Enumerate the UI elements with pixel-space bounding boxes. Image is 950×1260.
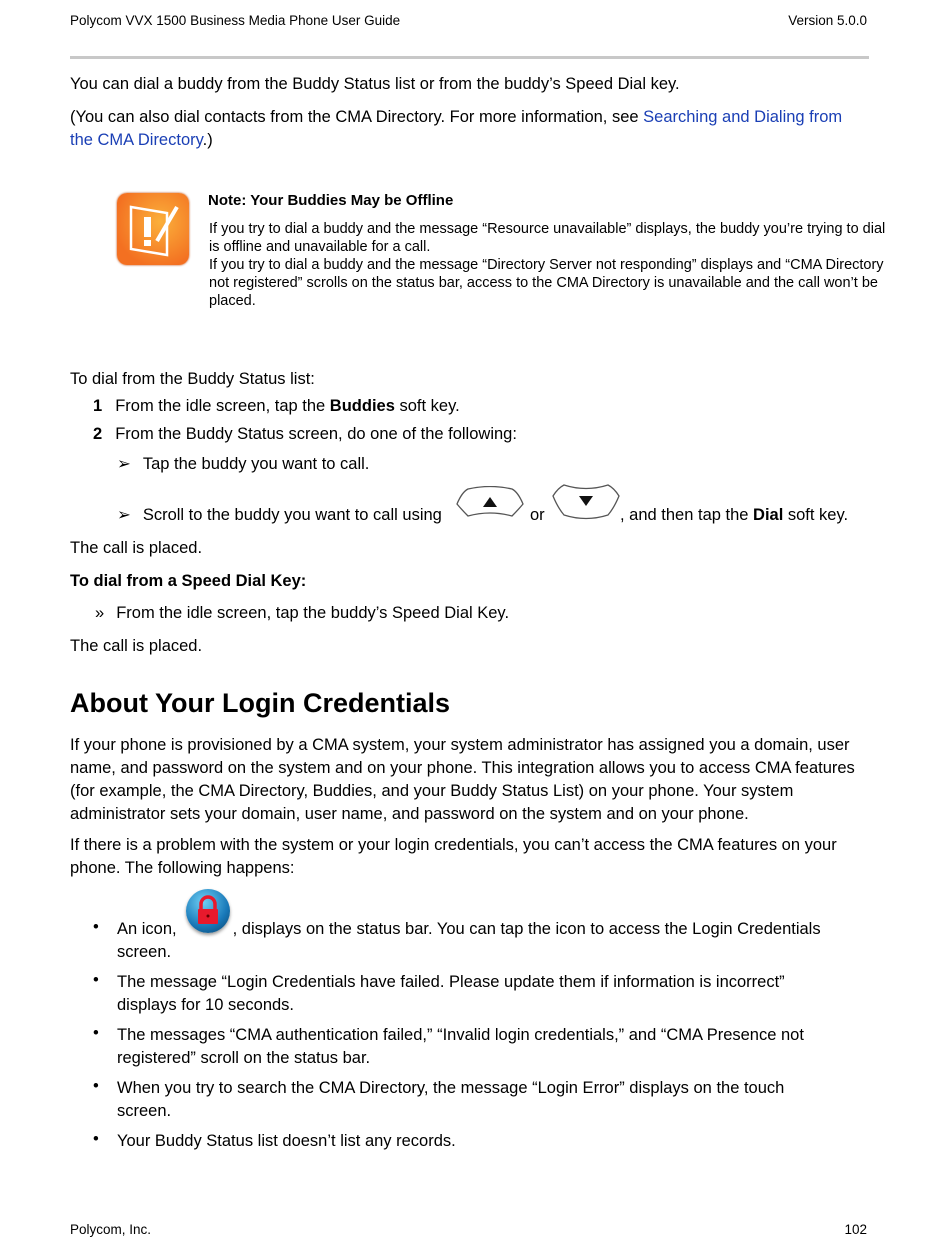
scroll-up-key-icon <box>454 486 526 522</box>
text: From the idle screen, tap the buddy’s Speed Dial Key. <box>116 604 510 622</box>
result-text: The call is placed. <box>70 637 203 655</box>
bullet-icon: • <box>93 918 99 936</box>
speed-dial-step <box>95 602 895 625</box>
buddy-list-intro: To dial from the Buddy Status list: <box>70 370 315 388</box>
dial-key-label: Dial <box>753 506 784 524</box>
note-line: If you try to dial a buddy and the message “Resource unavailable” displays, the buddy you’re trying to dial is offline and unavailable for a call. <box>209 221 886 255</box>
header-title: Polycom VVX 1500 Business Media Phone User Guide <box>70 13 401 28</box>
note-title: Note: Your Buddies May be Offline <box>208 192 454 209</box>
sub-step-1 <box>117 453 917 476</box>
step-marker: » <box>95 604 105 622</box>
header-version: Version 5.0.0 <box>788 13 867 28</box>
buddies-key-label: Buddies <box>329 397 395 415</box>
text: soft key. <box>394 397 460 415</box>
note-body <box>209 220 889 310</box>
text: (You can also dial contacts from the CMA Directory. For more information, see <box>70 108 644 126</box>
text: From the idle screen, tap the <box>115 397 330 415</box>
text: From the Buddy Status screen, do one of the following: <box>115 425 517 443</box>
step-2 <box>93 423 893 446</box>
speed-dial-heading: To dial from a Speed Dial Key: <box>70 572 307 590</box>
arrow-bullet-icon: ➢ <box>117 506 131 524</box>
text: soft key. <box>783 506 849 524</box>
note-line: If you try to dial a buddy and the message “Directory Server not responding” displays and “CMA Directory not registered” scrolls on the status bar, access to the CMA Directory is unavailable and the call won’t be placed. <box>209 257 884 309</box>
bullet-icon: • <box>93 971 99 989</box>
sub-step-2-end <box>620 504 848 527</box>
bullet-item: The message “Login Credentials have failed. Please update them if information is incorrect” displays for 10 seconds. <box>117 973 785 1014</box>
step-1 <box>93 395 893 418</box>
bullet-item: Your Buddy Status list doesn’t list any records. <box>117 1132 456 1150</box>
intro-paragraph-2 <box>70 106 860 152</box>
login-paragraph-1: If your phone is provisioned by a CMA system, your system administrator has assigned you a domain, user name, and password on the system and on your phone. This integration allows you to access CMA features (for example, the CMA Directory, Buddies, and your Buddy Status List) on your phone. Your system administrator sets your domain, user name, and password on the system and on your phone. <box>70 736 855 823</box>
footer-company: Polycom, Inc. <box>70 1222 152 1237</box>
text: An icon, <box>117 920 177 938</box>
bullet-icon: • <box>93 1077 99 1095</box>
page-number: 102 <box>844 1222 867 1237</box>
login-error-lock-icon <box>186 889 230 933</box>
or-text: or <box>530 506 545 524</box>
note-warning-icon <box>117 193 189 265</box>
text: .) <box>202 131 213 149</box>
header-rule <box>70 56 869 59</box>
login-paragraph-2: If there is a problem with the system or your login credentials, you can’t access the CMA features on your phone. The following happens: <box>70 836 837 877</box>
bullet-icon: • <box>93 1130 99 1148</box>
text: Tap the buddy you want to call. <box>142 455 370 473</box>
bullet-icon: • <box>93 1024 99 1042</box>
section-heading: About Your Login Credentials <box>70 688 451 718</box>
arrow-bullet-icon: ➢ <box>117 455 131 473</box>
bullet-item: The messages “CMA authentication failed,” “Invalid login credentials,” and “CMA Presence not registered” scroll on the status bar. <box>117 1026 804 1067</box>
bullet-item: When you try to search the CMA Directory, the message “Login Error” displays on the touch screen. <box>117 1079 785 1120</box>
intro-paragraph: You can dial a buddy from the Buddy Status list or from the buddy’s Speed Dial key. <box>70 75 680 93</box>
text: Scroll to the buddy you want to call using <box>142 506 442 524</box>
text: , displays on the status bar. You can tap the icon to access the Login Credentials screen. <box>117 920 821 961</box>
scroll-down-key-icon <box>550 482 622 522</box>
step-number: 1 <box>93 397 103 415</box>
text: , and then tap the <box>620 506 754 524</box>
step-number: 2 <box>93 425 103 443</box>
result-text: The call is placed. <box>70 539 203 557</box>
bullet-item <box>117 918 877 964</box>
cma-directory-link[interactable]: Searching and Dialing from the CMA Directory <box>70 108 843 149</box>
